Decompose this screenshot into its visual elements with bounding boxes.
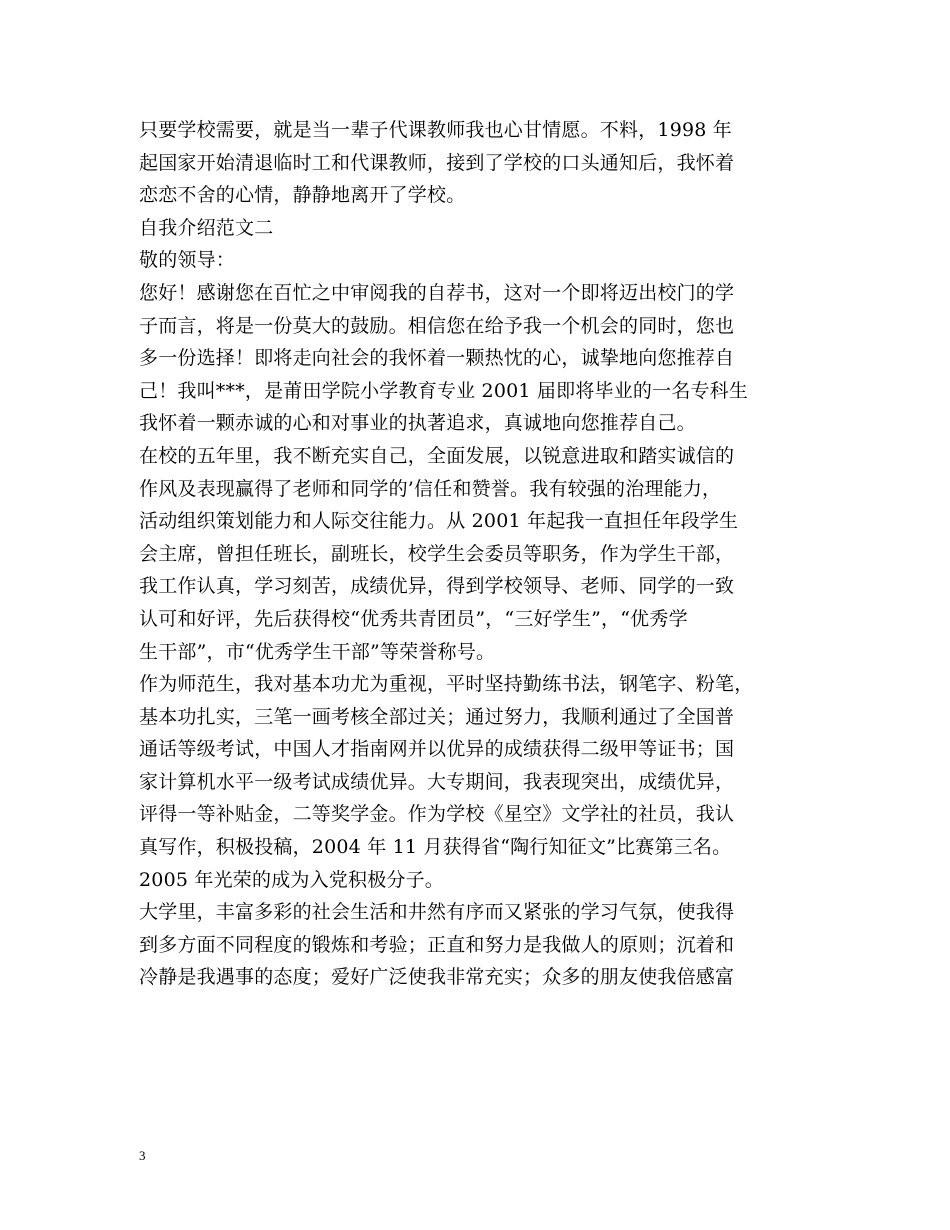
text-line: 子而言，将是一份莫大的鼓励。相信您在给予我一个机会的同时，您也 — [139, 314, 735, 337]
text-line: 2005 年光荣的成为入党积极分子。 — [139, 868, 444, 891]
text-line: 我怀着一颗赤诚的心和对事业的执著追求，真诚地向您推荐自己。 — [139, 412, 696, 435]
document-body — [139, 114, 829, 994]
text-line: 生干部”，市“优秀学生干部”等荣誉称号。 — [139, 640, 496, 663]
text-line: 只要学校需要，就是当一辈子代课教师我也心甘情愿。不料，1998 年 — [139, 119, 732, 141]
text-line: 作风及表现赢得了老师和同学的’信任和赞誉。我有较强的治理能力， — [139, 477, 722, 500]
text-line: 会主席，曾担任班长，副班长，校学生会委员等职务，作为学生干部， — [139, 542, 735, 565]
text-line: 活动组织策划能力和人际交往能力。从 2001 年起我一直担任年段学生 — [139, 510, 739, 533]
salutation: 敬的领导： — [139, 249, 236, 272]
text-line: 作为师范生，我对基本功尤为重视，平时坚持勤练书法，钢笔字、粉笔， — [139, 673, 754, 696]
text-line: 大学里，丰富多彩的社会生活和井然有序而又紧张的学习气氛，使我得 — [139, 901, 735, 924]
text-line: 多一份选择！即将走向社会的我怀着一颗热忱的心，诚挚地向您推荐自 — [139, 347, 735, 370]
text-line: 您好！感谢您在百忙之中审阅我的自荐书，这对一个即将迈出校门的学 — [139, 281, 735, 304]
text-line: 起国家开始清退临时工和代课教师，接到了学校的口头通知后，我怀着 — [139, 151, 735, 174]
text-line: 通话等级考试，中国人才指南网并以优异的成绩获得二级甲等证书；国 — [139, 738, 735, 761]
text-line: 我工作认真，学习刻苦，成绩优异，得到学校领导、老师、同学的一致 — [139, 575, 735, 598]
text-line: 真写作，积极投稿，2004 年 11 月获得省“陶行知征文”比赛第三名。 — [139, 836, 732, 859]
text-line: 认可和好评，先后获得校“优秀共青团员”，“三好学生”，“优秀学 — [139, 607, 688, 630]
page-number: 3 — [139, 1148, 146, 1163]
text-line: 己！我叫***，是莆田学院小学教育专业 2001 届即将毕业的一名专科生 — [139, 379, 749, 402]
text-line: 到多方面不同程度的锻炼和考验；正直和努力是我做人的原则；沉着和 — [139, 933, 735, 956]
text-line: 冷静是我遇事的态度；爱好广泛使我非常充实；众多的朋友使我倍感富 — [139, 966, 735, 989]
text-line: 家计算机水平一级考试成绩优异。大专期间，我表现突出，成绩优异， — [139, 770, 735, 793]
section-heading: 自我介绍范文二 — [139, 216, 274, 239]
text-line: 评得一等补贴金，二等奖学金。作为学校《星空》文学社的社员，我认 — [139, 803, 735, 826]
text-line: 恋恋不舍的心情，静静地离开了学校。 — [139, 184, 466, 207]
text-line: 基本功扎实，三笔一画考核全部过关；通过努力，我顺利通过了全国普 — [139, 705, 735, 728]
text-line: 在校的五年里，我不断充实自己，全面发展，以锐意进取和踏实诚信的 — [139, 444, 735, 467]
